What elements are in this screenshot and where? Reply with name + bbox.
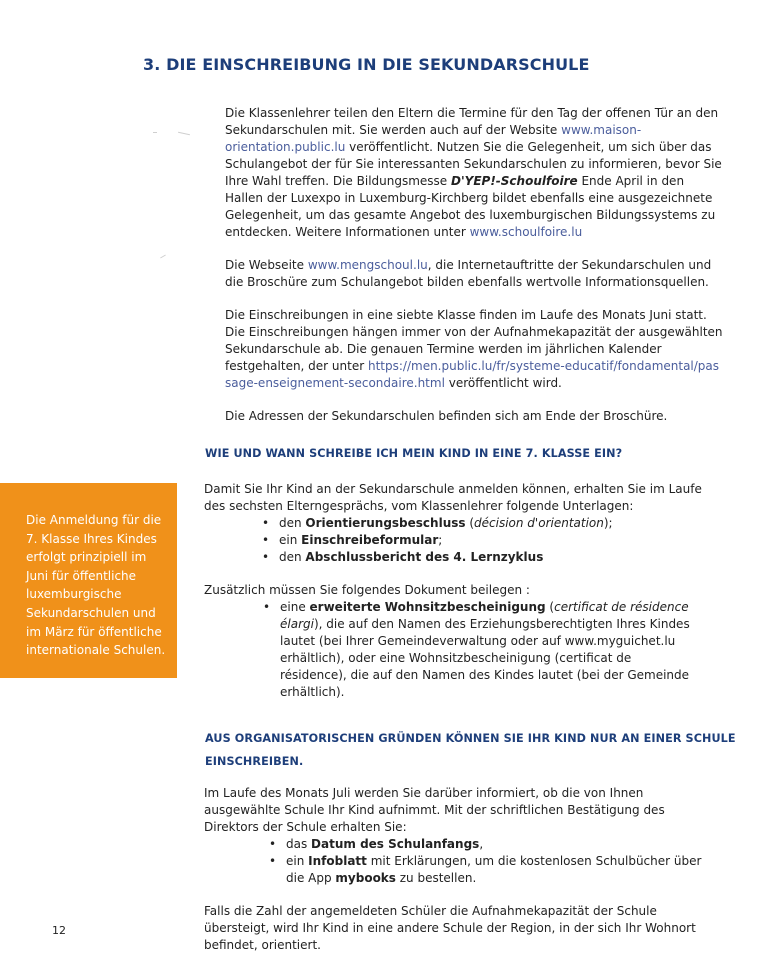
sidebar-note-box — [0, 483, 177, 678]
list-item: • das Datum des Schulanfangs, — [286, 836, 706, 853]
additional-list — [280, 599, 700, 701]
maison-orientation-link[interactable]: www.maison-orientation.public.lu — [225, 123, 642, 154]
scan-mark — [160, 255, 166, 259]
heading-line: AUS ORGANISATORISCHEN GRÜNDEN KÖNNEN SIE IHR KIND NUR AN EINER SCHULE — [205, 732, 736, 745]
mengschoul-link[interactable]: www.mengschoul.lu — [307, 258, 428, 272]
men-public-link[interactable]: https://men.public.lu/fr/systeme-educatif/fondamental/passage-enseignement-secondaire.html — [225, 359, 720, 390]
intro-paragraph-2 — [225, 257, 725, 291]
section1-body — [204, 481, 714, 701]
scan-mark — [153, 132, 157, 133]
confirmation-list — [286, 836, 706, 887]
intro-paragraph-3 — [225, 307, 725, 392]
section2-closing: Falls die Zahl der angemeldeten Schüler die Aufnahmekapazität der Schule übersteigt, wird Ihr Kind in eine andere Schule der Region, in der sich Ihr Wohnort befindet, orientiert. — [204, 904, 696, 952]
text: Die Webseite — [225, 258, 308, 272]
section1-intro: Damit Sie Ihr Kind an der Sekundarschule anmelden können, erhalten Sie im Laufe des sechsten Elterngesprächs, vom Klassenlehrer folgende Unterlagen: — [204, 482, 702, 513]
intro-paragraph-4: Die Adressen der Sekundarschulen befinden sich am Ende der Broschüre. — [225, 409, 668, 423]
list-item: • ein Einschreibeformular; — [279, 532, 714, 549]
page-number: 12 — [52, 924, 66, 937]
list-item: • den Orientierungsbeschluss (décision d'orientation); — [279, 515, 714, 532]
additional-intro: Zusätzlich müssen Sie folgendes Dokument beilegen : — [204, 583, 530, 597]
heading-line: EINSCHREIBEN. — [205, 755, 304, 768]
intro-paragraph-1 — [225, 105, 725, 241]
documents-list — [279, 515, 714, 566]
schoulfoire-link[interactable]: www.schoulfoire.lu — [469, 225, 583, 239]
intro-section — [225, 105, 725, 425]
text: Die Klassenlehrer teilen den Eltern die Termine für den Tag der offenen Tür an den Sekundarschulen mit. Sie werden auch auf der Website — [225, 106, 719, 137]
section2-intro: Im Laufe des Monats Juli werden Sie darüber informiert, ob die von Ihnen ausgewählte Schule Ihr Kind aufnimmt. Mit der schriftlichen Bestätigung des Direktors der Schule erhalten Sie: — [204, 786, 665, 834]
list-item: • ein Infoblatt mit Erklärungen, um die kostenlosen Schulbücher über die App mybooks zu bestellen. — [286, 853, 706, 887]
scan-mark — [178, 132, 190, 135]
list-item: • den Abschlussbericht des 4. Lernzyklus — [279, 549, 714, 566]
text: veröffentlicht. Nutzen Sie die Gelegenheit, um sich über das Schulangebot der für Sie interessanten Sekundarschulen zu informieren, bevor Sie Ihre Wahl treffen. Die Bildungsmesse — [225, 140, 722, 188]
list-item: • eine erweiterte Wohnsitzbescheinigung (certificat de résidence élargi), die auf den Namen des Erziehungsberechtigten Ihres Kindes lautet (bei Ihrer Gemeindeverwaltung oder auf www.myguichet.lu erhältlich), oder eine Wohnsitzbescheinigung (certificat de résidence), die auf den Namen des Kindes lautet (bei der Gemeinde erhältlich). — [280, 599, 700, 701]
text: Die Einschreibungen in eine siebte Klasse finden im Laufe des Monats Juni statt. Die Einschreibungen hängen immer von der Aufnahmekapazität der ausgewählten Sekundarschule ab. Die genauen Termine werden im jährlichen Kalender festgehalten, der unter — [225, 308, 723, 373]
sidebar-note-text: Die Anmeldung für die 7. Klasse Ihres Kindes erfolgt prinzipiell im Juni für öffentliche luxemburgische Sekundarschulen und im März für öffentliche internationale Schulen. — [26, 513, 166, 658]
section1-heading: WIE UND WANN SCHREIBE ICH MEIN KIND IN EINE 7. KLASSE EIN? — [205, 447, 623, 460]
section2-heading — [205, 727, 736, 773]
text: Ende April in den Hallen der Luxexpo in Luxemburg-Kirchberg bildet ebenfalls eine ausgezeichnete Gelegenheit, um das gesamte Angebot des luxemburgischen Bildungssystems zu entdecken. Weitere Informationen unter — [225, 174, 716, 239]
section2-body — [204, 785, 716, 954]
schoulfoire-name: D'YEP!-Schoulfoire — [451, 174, 578, 188]
text: veröffentlicht wird. — [444, 376, 562, 390]
text: , die Internetauftritte der Sekundarschulen und die Broschüre zum Schulangebot bilden ebenfalls wertvolle Informationsquellen. — [225, 258, 712, 289]
page-title: 3. DIE EINSCHREIBUNG IN DIE SEKUNDARSCHULE — [143, 55, 590, 74]
